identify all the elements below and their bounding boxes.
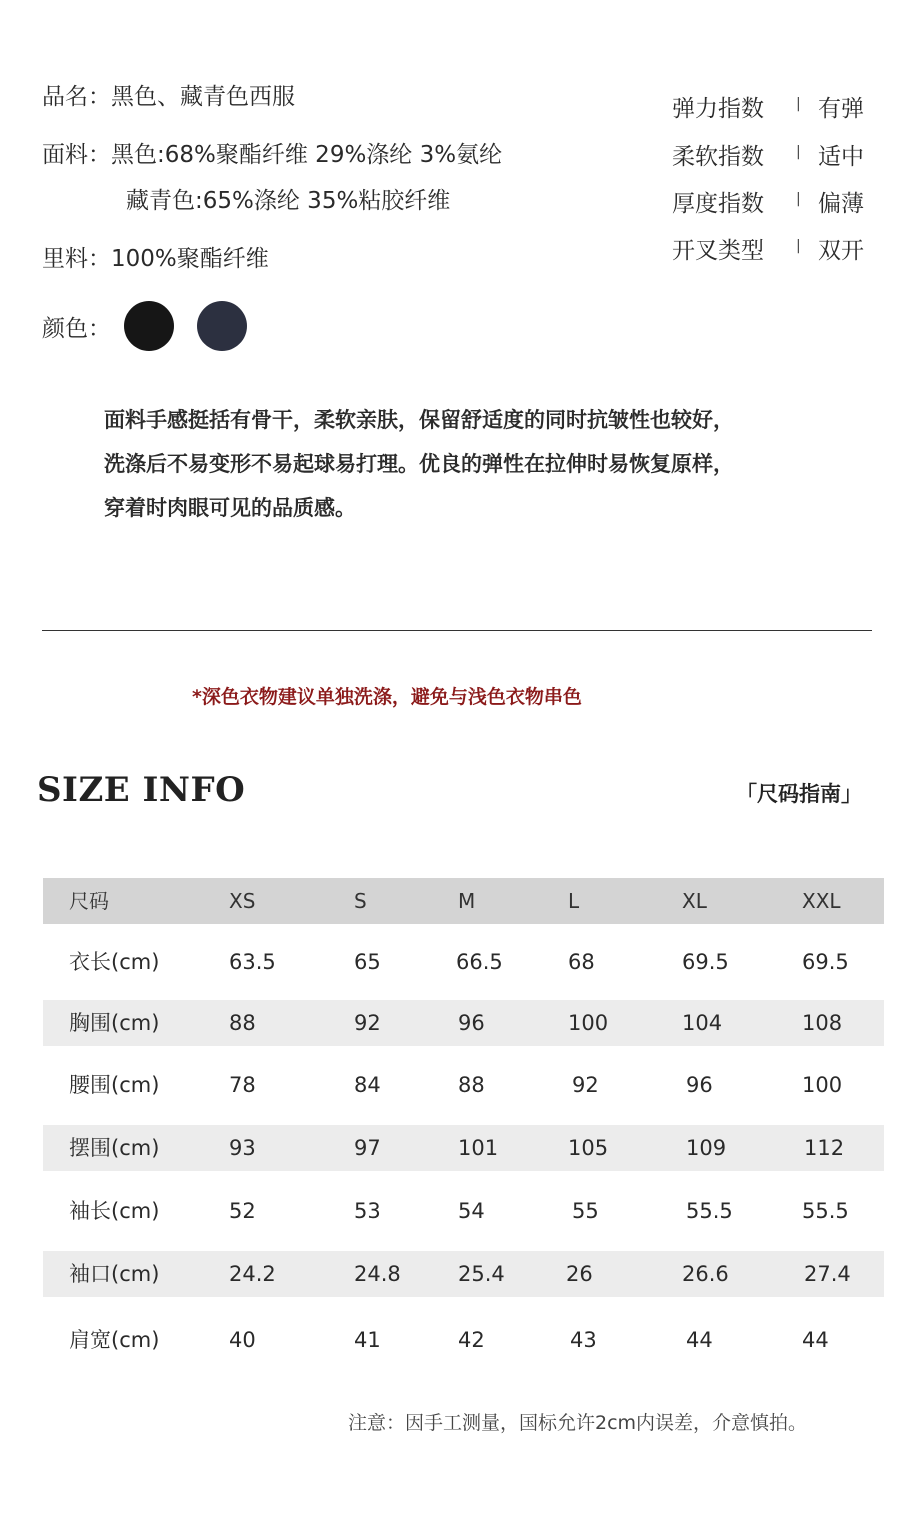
fabric-line-2: 藏青色:65%涤纶 35%粘胶纤维 [126,188,451,214]
lining-row [42,240,269,273]
table-cell: 42 [458,1328,485,1352]
table-cell: 54 [458,1199,485,1223]
table-cell: 68 [568,950,595,974]
table-cell: 55.5 [802,1199,849,1223]
description-line-2: 洗涤后不易变形不易起球易打理。优良的弹性在拉伸时易恢复原样， [104,452,734,476]
fabric-description [104,398,734,530]
table-cell: 24.8 [354,1262,401,1286]
table-cell: 69.5 [682,950,729,974]
description-line-1: 面料手感挺括有骨干，柔软亲肤，保留舒适度的同时抗皱性也较好， [104,408,734,432]
attr-separator: | [796,238,801,254]
table-cell: 100 [802,1073,843,1097]
product-name-row [42,78,295,111]
table-row [43,1125,884,1171]
table-cell: 40 [229,1328,256,1352]
fabric-label: 面料： [42,142,111,168]
table-cell: 88 [458,1073,485,1097]
table-row [43,1062,884,1108]
lining-label: 里料： [42,246,111,272]
table-cell: 55 [572,1199,599,1223]
fabric-line-1: 黑色:68%聚酯纤维 29%涤纶 3%氨纶 [111,142,503,168]
attr-value: 有弹 [818,96,864,122]
table-cell: 97 [354,1136,381,1160]
attr-separator: | [796,144,801,160]
row-label: 摆围(cm) [69,1136,160,1160]
table-cell: 96 [458,1011,485,1035]
size-guide-label: 「尺码指南」 [736,782,862,806]
table-cell: 66.5 [456,950,503,974]
table-cell: 55.5 [686,1199,733,1223]
section-divider [42,630,872,631]
product-name-label: 品名： [42,84,111,110]
table-cell: 112 [804,1136,845,1160]
header-cell-s: S [354,889,367,913]
table-cell: 26 [566,1262,593,1286]
table-cell: 93 [229,1136,256,1160]
table-row [43,1251,884,1297]
attr-value: 偏薄 [818,191,864,217]
table-cell: 108 [802,1011,843,1035]
color-swatch-black [124,301,174,351]
table-cell: 53 [354,1199,381,1223]
table-cell: 84 [354,1073,381,1097]
table-cell: 65 [354,950,381,974]
table-cell: 109 [686,1136,727,1160]
header-cell-xs: XS [229,889,256,913]
header-cell-xl: XL [682,889,707,913]
header-cell-m: M [458,889,476,913]
header-cell-xxl: XXL [802,889,841,913]
attr-value: 双开 [818,238,864,264]
attr-key: 开叉类型 [672,238,764,264]
color-label: 颜色： [42,316,111,342]
attr-value: 适中 [818,144,864,170]
row-label: 肩宽(cm) [69,1328,160,1352]
table-cell: 63.5 [229,950,276,974]
row-label: 胸围(cm) [69,1011,160,1035]
table-row [43,1000,884,1046]
attr-key: 厚度指数 [672,191,764,217]
table-cell: 69.5 [802,950,849,974]
measurement-footnote: 注意：因手工测量，国标允许2cm内误差，介意慎拍。 [348,1412,808,1434]
table-cell: 104 [682,1011,723,1035]
row-label: 袖口(cm) [69,1262,160,1286]
row-label: 腰围(cm) [69,1073,160,1097]
table-cell: 43 [570,1328,597,1352]
color-swatch-navy [197,301,247,351]
fabric-row [42,136,502,169]
product-name-value: 黑色、藏青色西服 [111,84,295,110]
header-cell-size: 尺码 [69,889,109,913]
lining-value: 100%聚酯纤维 [111,246,269,272]
table-cell: 41 [354,1328,381,1352]
description-line-3: 穿着时肉眼可见的品质感。 [104,496,356,520]
table-cell: 105 [568,1136,609,1160]
row-label: 衣长(cm) [69,950,160,974]
table-cell: 44 [686,1328,713,1352]
table-cell: 25.4 [458,1262,505,1286]
attr-separator: | [796,96,801,112]
table-cell: 88 [229,1011,256,1035]
table-cell: 44 [802,1328,829,1352]
table-cell: 100 [568,1011,609,1035]
table-cell: 96 [686,1073,713,1097]
table-cell: 78 [229,1073,256,1097]
table-row [43,939,884,985]
size-table-header [43,878,884,924]
header-cell-l: L [568,889,580,913]
table-cell: 52 [229,1199,256,1223]
table-row [43,1188,884,1234]
attr-key: 柔软指数 [672,144,764,170]
table-cell: 101 [458,1136,499,1160]
table-cell: 92 [354,1011,381,1035]
table-cell: 24.2 [229,1262,276,1286]
size-info-title: SIZE INFO [37,770,246,810]
table-cell: 92 [572,1073,599,1097]
table-cell: 26.6 [682,1262,729,1286]
attr-key: 弹力指数 [672,96,764,122]
row-label: 袖长(cm) [69,1199,160,1223]
attr-separator: | [796,191,801,207]
wash-notice: *深色衣物建议单独洗涤，避免与浅色衣物串色 [192,686,582,708]
size-table [43,878,884,1363]
table-cell: 27.4 [804,1262,851,1286]
table-row [43,1317,884,1363]
